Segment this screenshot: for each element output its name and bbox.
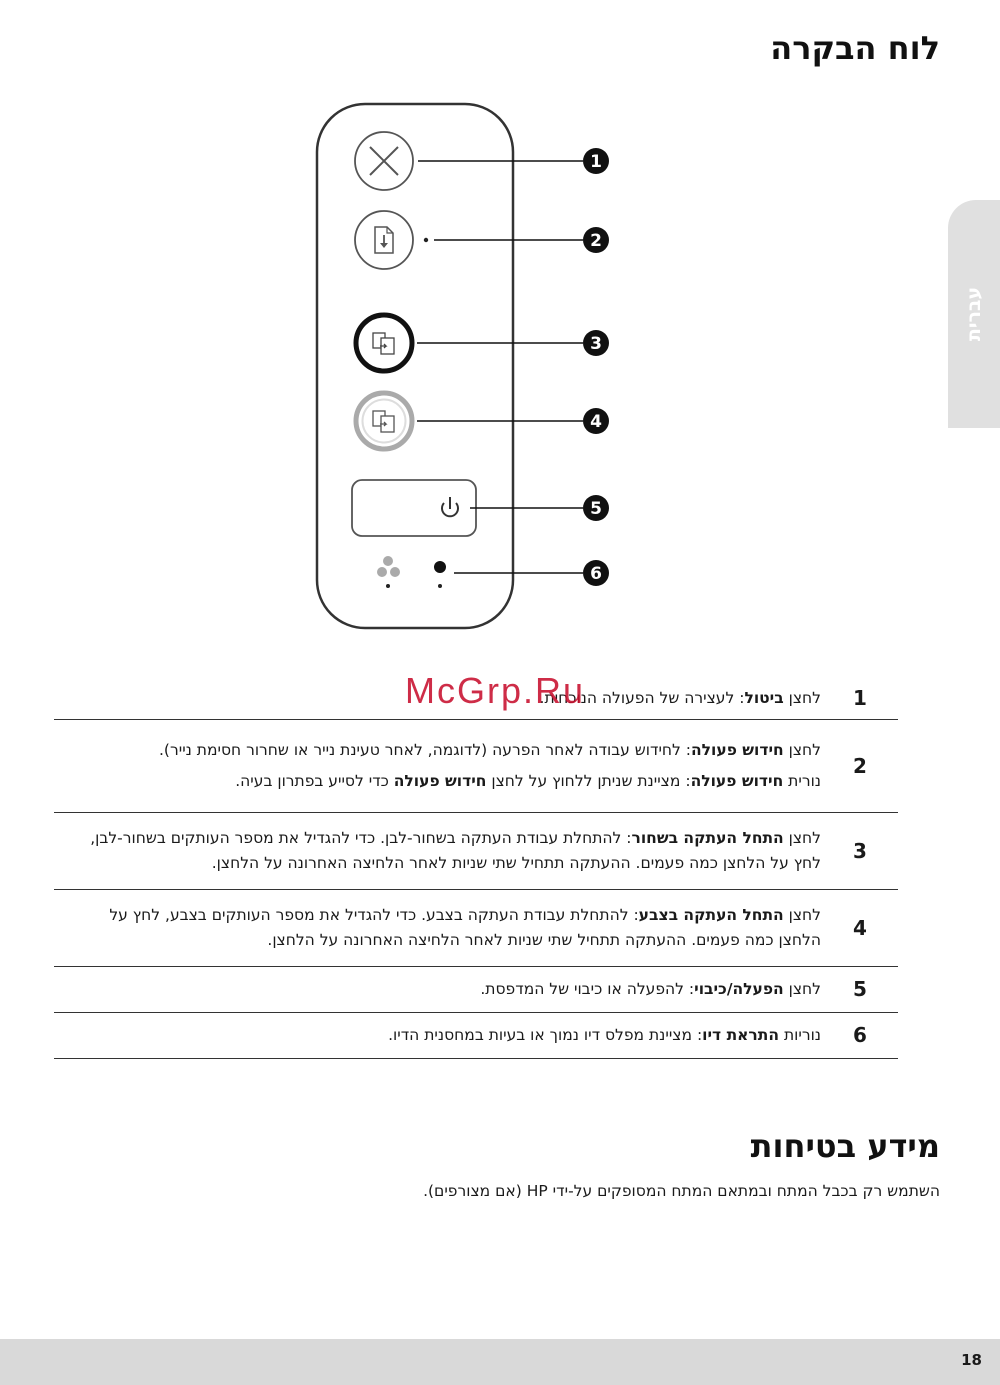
page-title: לוח הבקרה — [770, 29, 940, 67]
legend-number: 6 — [853, 1023, 867, 1047]
cancel-button-illustration — [355, 132, 413, 190]
callout-2 — [583, 227, 609, 253]
safety-title: מידע בטיחות — [750, 1127, 940, 1165]
control-panel-outline — [317, 104, 513, 628]
legend-number: 5 — [853, 977, 867, 1001]
legend-description: לחצן התחל העתקה בשחור: להתחלת עבודת העתקה בשחור-לבן. כדי להגדיל את מספר העותקים בשחור-לבן, לחץ על הלחצן כמה פעמים. ההעתקה תתחיל שתי שניות לאחר הלחיצה האחרונה על הלחצן. — [90, 829, 821, 872]
legend-row-5 — [54, 966, 898, 1012]
legend-number: 3 — [853, 838, 867, 863]
svg-text:5: 5 — [590, 499, 602, 519]
legend-row-3 — [54, 812, 898, 889]
svg-text:6: 6 — [590, 564, 602, 584]
callout-4 — [583, 408, 609, 434]
control-panel-legend-table — [54, 677, 898, 1059]
legend-description: לחצן חידוש פעולה: לחידוש עבודה לאחר הפרעה (לדוגמה, לאחר טעינת נייר או שחרור חסימת נייר). נורית חידוש פעולה: מציינת שניתן ללחוץ על לחצן חידוש פעולה כדי לסייע בפתרון בעיה. — [159, 741, 821, 790]
black-copy-button-illustration — [356, 315, 412, 371]
legend-number: 2 — [853, 753, 867, 778]
safety-text: השתמש רק בכבל המתח ובמתאם המתח המסופקים על-ידי HP (אם מצורפים). — [423, 1182, 940, 1200]
callout-3 — [583, 330, 609, 356]
side-tab-label: עברית — [963, 286, 985, 342]
watermark: McGrp.Ru — [405, 670, 586, 711]
callout-5 — [583, 495, 609, 521]
legend-number: 1 — [853, 685, 867, 710]
legend-row-4 — [54, 889, 898, 966]
legend-row-6 — [54, 1012, 898, 1058]
legend-description: לחצן התחל העתקה בצבע: להתחלת עבודת העתקה בצבע. כדי להגדיל את מספר העותקים בצבע, לחץ על הלחצן כמה פעמים. ההעתקה תתחיל שתי שניות לאחר הלחיצה האחרונה על הלחצן. — [109, 906, 821, 949]
control-panel-diagram — [0, 0, 1000, 660]
legend-number: 4 — [853, 915, 867, 940]
callout-6 — [583, 560, 609, 586]
power-button-illustration — [352, 480, 476, 536]
svg-text:1: 1 — [590, 152, 602, 172]
footer-bar — [0, 1339, 1000, 1385]
svg-text:4: 4 — [590, 412, 602, 432]
legend-row-2 — [54, 719, 898, 812]
svg-text:2: 2 — [590, 231, 602, 251]
resume-light-dot — [424, 238, 428, 242]
color-copy-button-illustration — [356, 393, 412, 449]
callout-1 — [583, 148, 609, 174]
legend-description: לחצן הפעלה/כיבוי: להפעלה או כיבוי של המדפסת. — [480, 979, 821, 998]
legend-description: לחצן ביטול: לעצירה של הפעולה הנוכחית. — [539, 688, 821, 707]
page-number: 18 — [961, 1351, 982, 1369]
legend-description: נוריות התראת דיו: מציינת מפלס דיו נמוך או בעיות במחסנית הדיו. — [388, 1025, 821, 1044]
svg-text:3: 3 — [590, 334, 602, 354]
